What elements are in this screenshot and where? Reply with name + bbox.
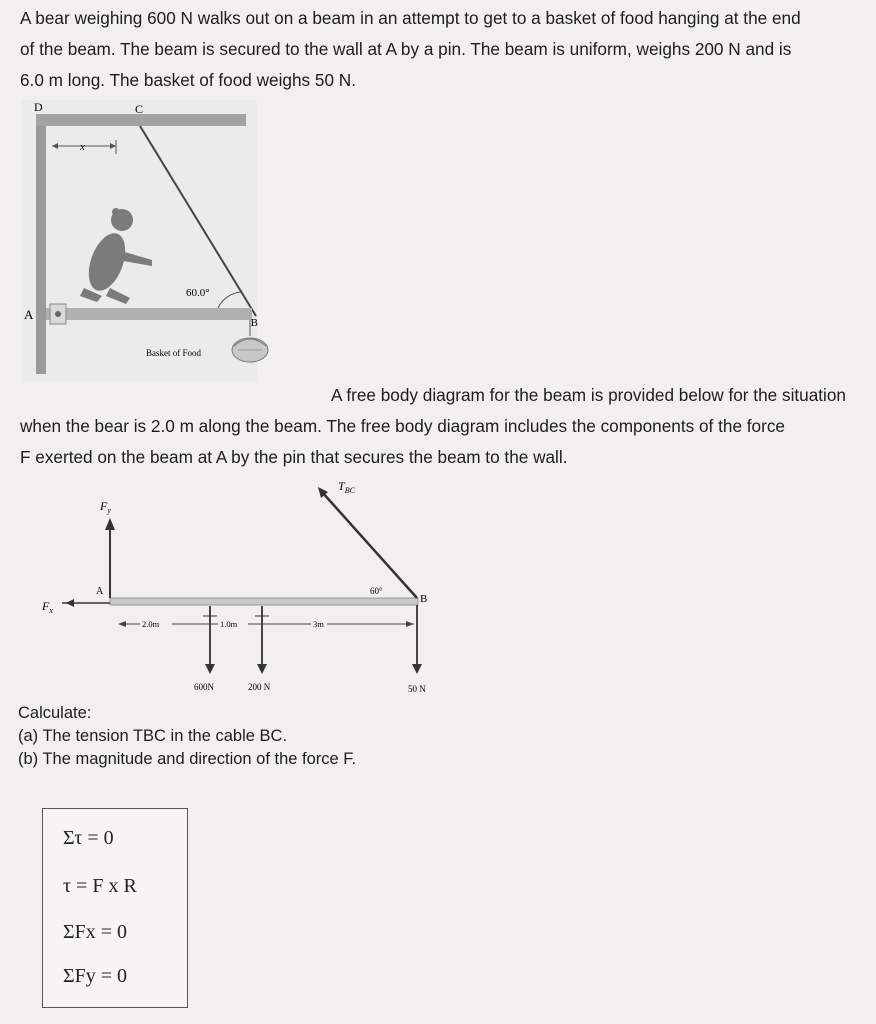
fbd-angle: 60° — [370, 586, 383, 596]
tension-arrow — [322, 492, 417, 598]
fx-arrow-head-icon — [66, 599, 74, 607]
fy-arrow-head-icon — [105, 518, 115, 530]
calculate-heading: Calculate: — [18, 704, 92, 722]
pin — [55, 311, 61, 317]
fbd-beam — [110, 598, 418, 605]
figure-background — [22, 100, 257, 382]
dim-arrow-left-icon — [118, 621, 126, 627]
beam-weight-head-icon — [257, 664, 267, 674]
force-bear: 600N — [194, 682, 214, 692]
equation-torque-sum: Στ = 0 — [63, 827, 114, 849]
calculate-section — [18, 702, 356, 771]
fbd-description — [20, 380, 850, 473]
force-basket: 50 N — [408, 684, 426, 694]
intro-line-2: of the beam. The beam is secured to the wall at A by a pin. The beam is uniform, weighs 200 N and is — [20, 39, 792, 59]
part-b: (b) The magnitude and direction of the force F. — [18, 750, 357, 768]
wall — [36, 114, 46, 374]
fbd-line-1: A free body diagram for the beam is provided below for the situation — [331, 385, 846, 405]
fy-label: $F_y$ — [100, 499, 111, 515]
label-c: C — [135, 102, 144, 116]
fbd-line-3: F exerted on the beam at A by the pin that secures the beam to the wall. — [20, 447, 568, 467]
dist3-label: 3m — [313, 619, 324, 629]
beam — [46, 308, 252, 320]
basket-icon — [232, 338, 268, 362]
basket-weight-head-icon — [412, 664, 422, 674]
label-x: x — [80, 141, 85, 153]
basket-label: Basket of Food — [146, 348, 201, 358]
equation-torque: τ = F x R — [63, 875, 137, 897]
equations-box — [42, 808, 188, 1008]
dist1-label: 2.0m — [142, 619, 160, 629]
intro-line-1: A bear weighing 600 N walks out on a beam in an attempt to get to a basket of food hanging at the end — [20, 8, 801, 28]
fbd-label-a: A — [96, 586, 104, 597]
fbd-line-2: when the bear is 2.0 m along the beam. The free body diagram includes the components of the force — [20, 416, 785, 436]
force-beam: 200 N — [248, 682, 271, 692]
free-body-diagram — [22, 470, 442, 702]
intro-line-3: 6.0 m long. The basket of food weighs 50 N. — [20, 70, 356, 90]
bear-weight-head-icon — [205, 664, 215, 674]
problem-intro — [20, 3, 850, 96]
label-b: B — [250, 317, 258, 329]
label-d: D — [34, 100, 43, 114]
label-a: A — [24, 307, 34, 322]
fx-label: $F_x$ — [42, 599, 53, 615]
bear-beam-figure — [22, 100, 257, 382]
angle-label: 60.0° — [186, 287, 210, 299]
tension-label: $T_{BC}$ — [338, 479, 355, 495]
equation-fx-sum: ΣFx = 0 — [63, 921, 128, 943]
equation-fy-sum: ΣFy = 0 — [63, 965, 128, 987]
dist2-label: 1.0m — [220, 619, 238, 629]
part-a: (a) The tension TBC in the cable BC. — [18, 727, 288, 745]
fbd-label-b: B — [420, 593, 428, 605]
dim-arrow-right-icon — [406, 621, 414, 627]
